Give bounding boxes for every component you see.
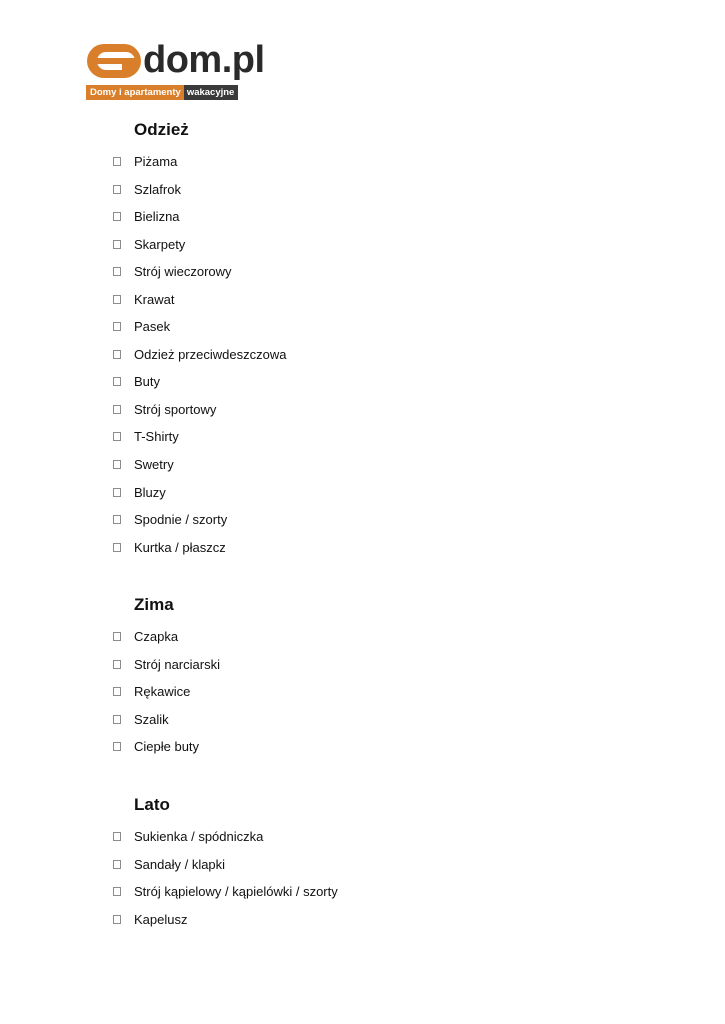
checkbox[interactable] <box>113 350 121 359</box>
checkbox[interactable] <box>113 488 121 497</box>
checkbox[interactable] <box>113 295 121 304</box>
list-item[interactable] <box>0 207 725 227</box>
list-item[interactable] <box>0 855 725 875</box>
logo-tagline-part2: wakacyjne <box>184 85 239 100</box>
list-item[interactable] <box>0 345 725 365</box>
checkbox[interactable] <box>113 515 121 524</box>
item-label: Strój wieczorowy <box>134 264 232 279</box>
item-label: Strój kąpielowy / kąpielówki / szorty <box>134 884 338 899</box>
item-label: Sandały / klapki <box>134 857 226 872</box>
item-label: Rękawice <box>134 684 191 699</box>
item-label: Pasek <box>134 319 171 334</box>
list-item[interactable] <box>0 372 725 392</box>
item-label: Bluzy <box>134 485 166 500</box>
list-item[interactable] <box>0 427 725 447</box>
item-label: Krawat <box>134 292 175 307</box>
section-title: Odzież <box>134 120 189 139</box>
checkbox[interactable] <box>113 832 121 841</box>
checkbox[interactable] <box>113 185 121 194</box>
e-logo-icon <box>86 43 142 79</box>
section-title: Zima <box>134 595 174 614</box>
checkbox[interactable] <box>113 687 121 696</box>
list-item[interactable] <box>0 235 725 255</box>
checkbox[interactable] <box>113 632 121 641</box>
list-item[interactable] <box>0 317 725 337</box>
checkbox[interactable] <box>113 715 121 724</box>
logo <box>86 38 266 102</box>
list-item[interactable] <box>0 682 725 702</box>
checkbox[interactable] <box>113 742 121 751</box>
checkbox[interactable] <box>113 212 121 221</box>
checkbox[interactable] <box>113 887 121 896</box>
item-label: Odzież przeciwdeszczowa <box>134 347 287 362</box>
item-label: Strój narciarski <box>134 657 220 672</box>
list-item[interactable] <box>0 483 725 503</box>
checkbox[interactable] <box>113 157 121 166</box>
item-label: Sukienka / spódniczka <box>134 829 264 844</box>
item-label: Buty <box>134 374 161 389</box>
checkbox[interactable] <box>113 460 121 469</box>
item-label: Strój sportowy <box>134 402 217 417</box>
checkbox[interactable] <box>113 240 121 249</box>
item-label: Bielizna <box>134 209 180 224</box>
item-label: Kurtka / płaszcz <box>134 540 226 555</box>
list-item[interactable] <box>0 262 725 282</box>
item-label: Czapka <box>134 629 179 644</box>
logo-name: dom.pl <box>143 39 265 81</box>
list-item[interactable] <box>0 655 725 675</box>
list-item[interactable] <box>0 152 725 172</box>
item-label: Szlafrok <box>134 182 181 197</box>
list-item[interactable] <box>0 910 725 930</box>
list-item[interactable] <box>0 538 725 558</box>
checkbox[interactable] <box>113 915 121 924</box>
item-label: Spodnie / szorty <box>134 512 228 527</box>
checkbox[interactable] <box>113 267 121 276</box>
list-item[interactable] <box>0 827 725 847</box>
checkbox[interactable] <box>113 377 121 386</box>
checkbox[interactable] <box>113 405 121 414</box>
list-item[interactable] <box>0 627 725 647</box>
item-label: T-Shirty <box>134 429 179 444</box>
checkbox[interactable] <box>113 543 121 552</box>
logo-tagline-part1: Domy i apartamenty <box>86 85 184 100</box>
checkbox[interactable] <box>113 860 121 869</box>
checkbox[interactable] <box>113 660 121 669</box>
checkbox[interactable] <box>113 322 121 331</box>
logo-tagline <box>86 85 238 100</box>
section-title: Lato <box>134 795 170 814</box>
list-item[interactable] <box>0 290 725 310</box>
item-label: Piżama <box>134 154 178 169</box>
checkbox[interactable] <box>113 432 121 441</box>
item-label: Szalik <box>134 712 169 727</box>
item-label: Ciepłe buty <box>134 739 200 754</box>
list-item[interactable] <box>0 737 725 757</box>
list-item[interactable] <box>0 882 725 902</box>
list-item[interactable] <box>0 510 725 530</box>
list-item[interactable] <box>0 455 725 475</box>
list-item[interactable] <box>0 400 725 420</box>
item-label: Swetry <box>134 457 174 472</box>
list-item[interactable] <box>0 180 725 200</box>
list-item[interactable] <box>0 710 725 730</box>
item-label: Skarpety <box>134 237 186 252</box>
item-label: Kapelusz <box>134 912 188 927</box>
